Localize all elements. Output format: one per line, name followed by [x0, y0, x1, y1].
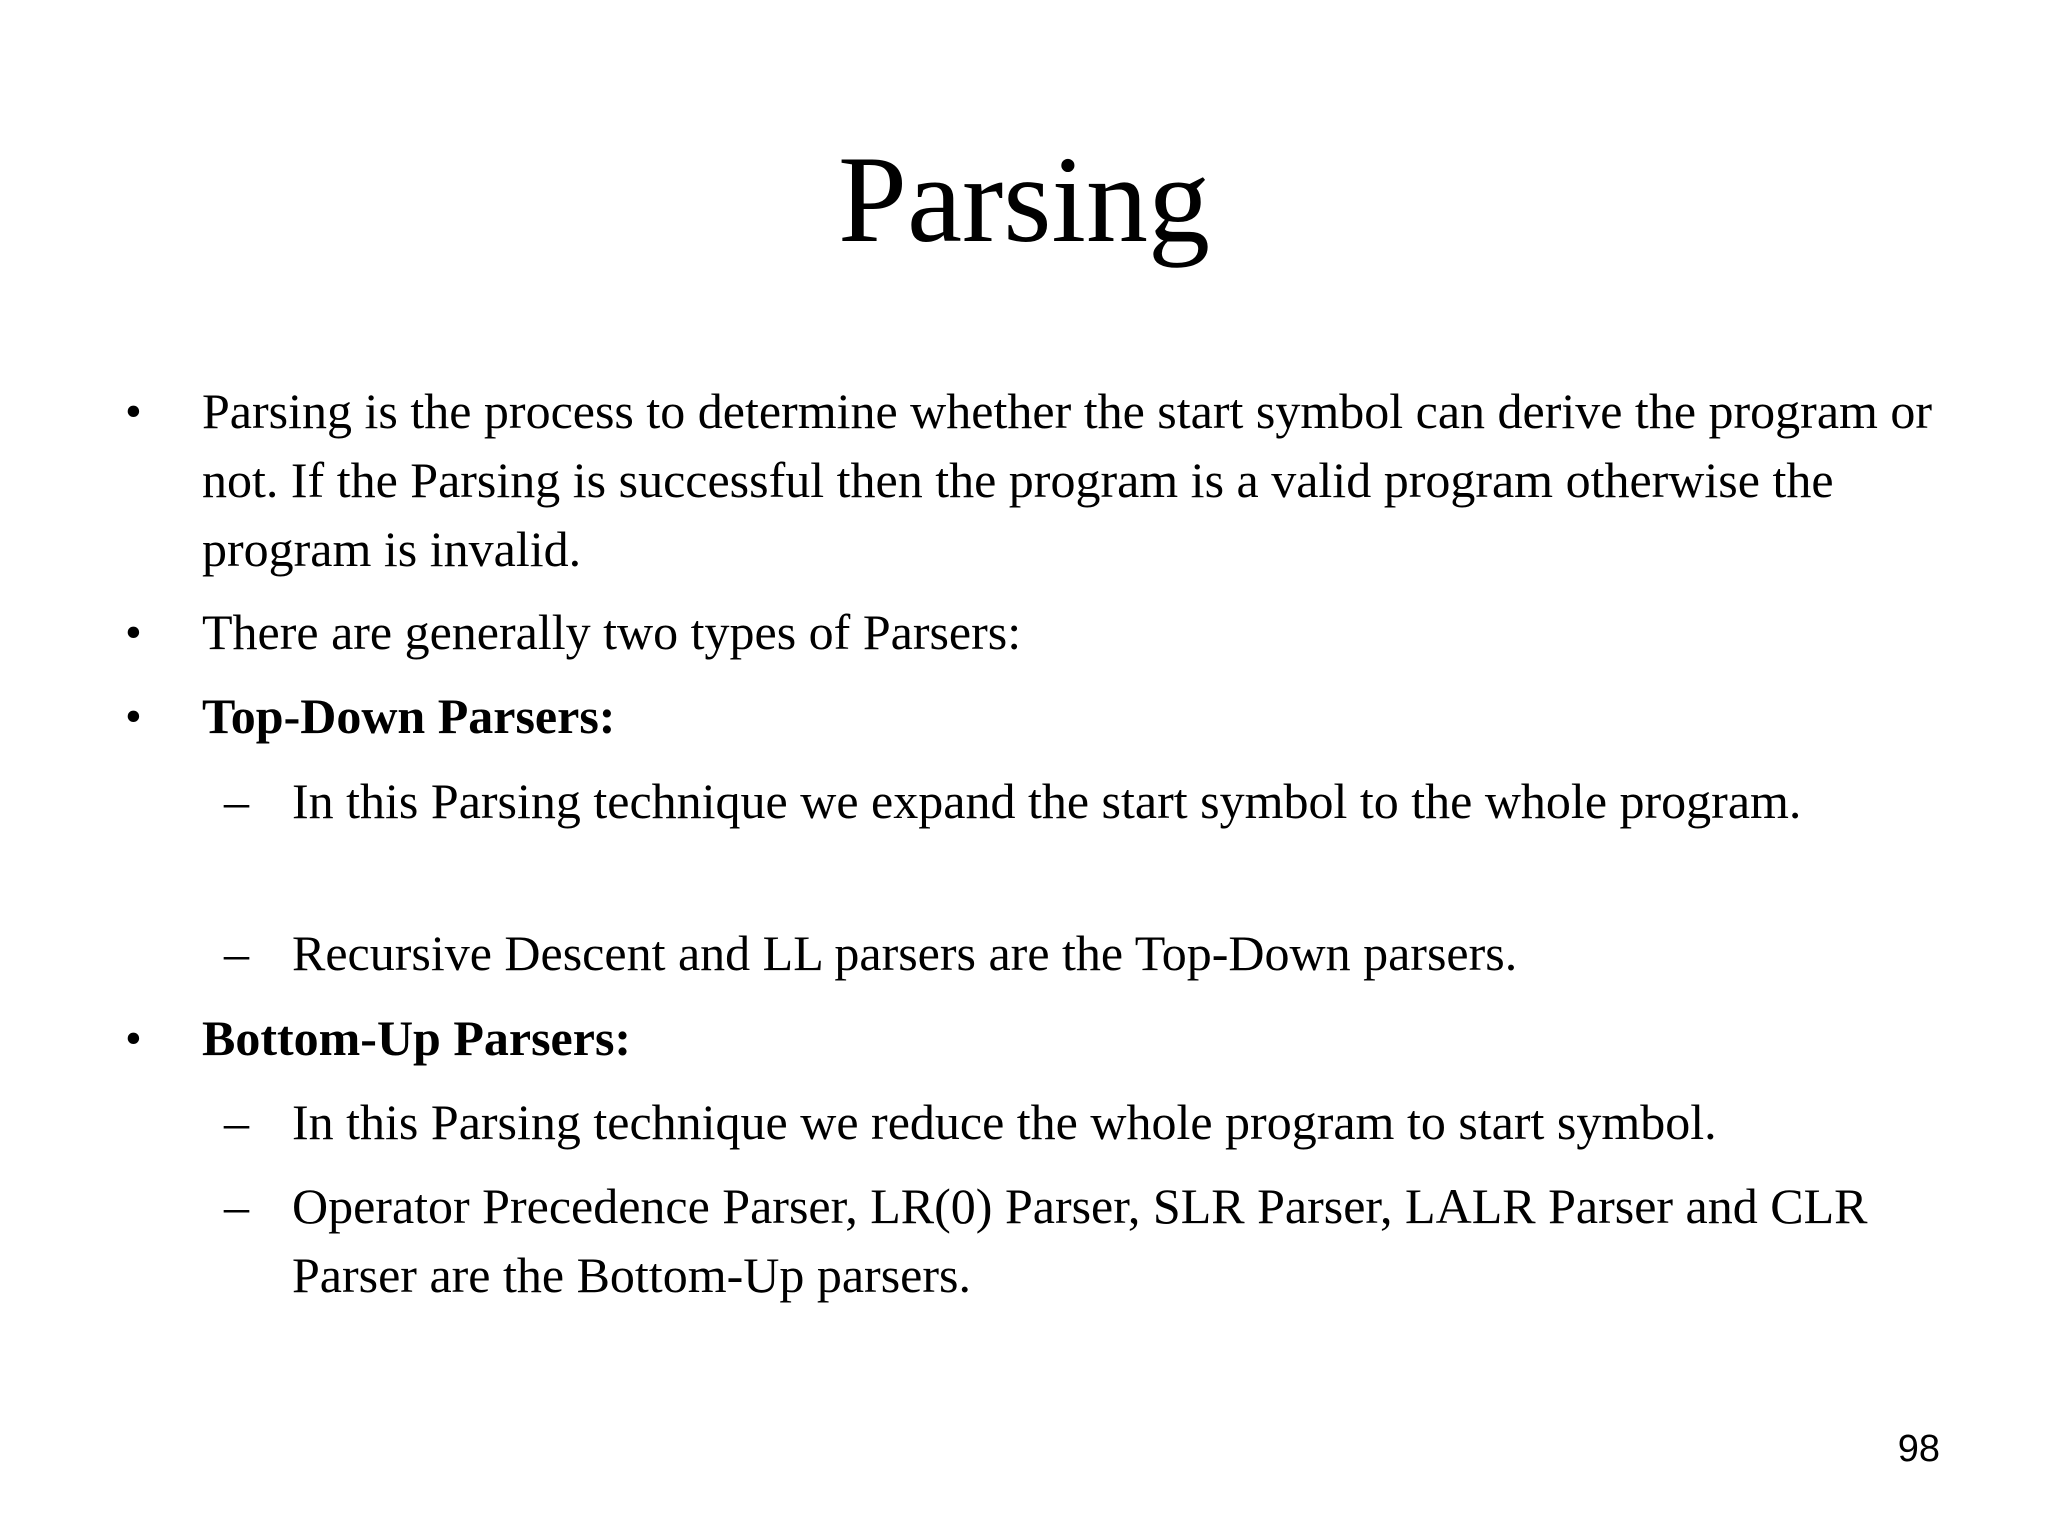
dash-marker: –: [224, 1094, 249, 1150]
bullet-marker: •: [125, 385, 142, 438]
page-number: 98: [1897, 1428, 1940, 1470]
bullet-marker: •: [125, 606, 142, 659]
bullet-item-bottom-up-heading: Bottom-Up Parsers:: [202, 1010, 632, 1066]
sub-item-bottom-up-examples: Operator Precedence Parser, LR(0) Parser, SLR Parser, LALR Parser and CLR Parser are the Bottom-Up parsers.: [292, 1178, 1868, 1303]
bullet-marker: •: [125, 690, 142, 743]
slide-title: Parsing: [838, 131, 1210, 268]
bullet-marker: •: [125, 1012, 142, 1065]
dash-marker: –: [224, 925, 249, 981]
dash-marker: –: [224, 1178, 249, 1234]
sub-item-top-down-technique: In this Parsing technique we expand the start symbol to the whole program.: [292, 773, 1802, 829]
bullet-item-top-down-heading: Top-Down Parsers:: [202, 688, 616, 744]
sub-item-top-down-examples: Recursive Descent and LL parsers are the Top-Down parsers.: [292, 925, 1518, 981]
sub-item-bottom-up-technique: In this Parsing technique we reduce the whole program to start symbol.: [292, 1094, 1717, 1150]
dash-marker: –: [224, 773, 249, 829]
bullet-item-parser-types: There are generally two types of Parsers:: [202, 604, 1022, 660]
bullet-item-parsing-definition: Parsing is the process to determine whether the start symbol can derive the program or not. If the Parsing is successful then the program is a valid program otherwise the program is invalid.: [202, 383, 1933, 577]
